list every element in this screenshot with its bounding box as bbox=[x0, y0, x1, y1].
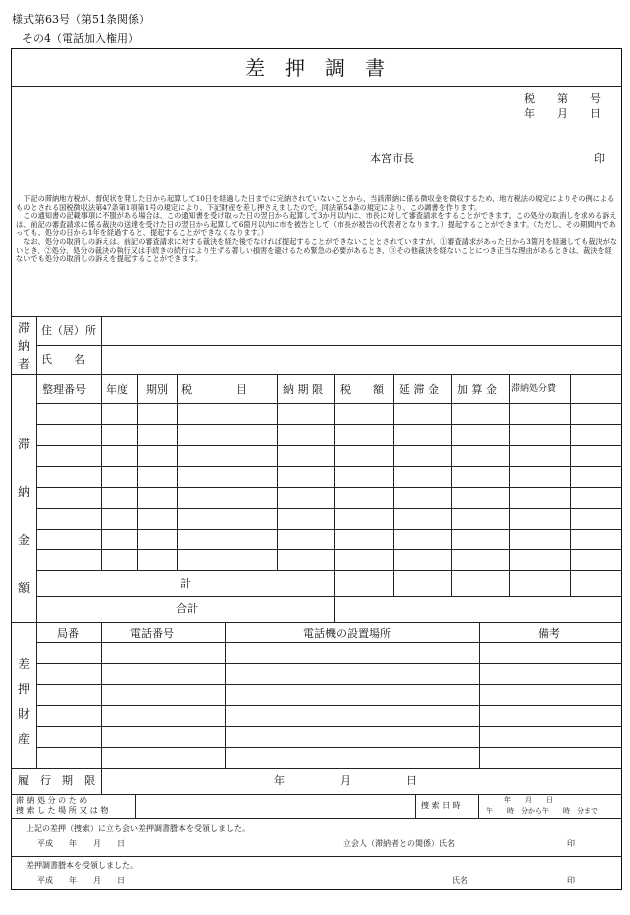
search-time: 午 時 分から午 時 分まで bbox=[486, 807, 598, 815]
subtotal-label: 計 bbox=[180, 577, 191, 590]
receipt-date: 平成 年 月 日 bbox=[37, 876, 125, 885]
notice-text bbox=[16, 195, 618, 264]
notice-p2: この通知書の記載事項に不服がある場合は、この通知書を受け取った日の翌日から起算して3か月以内に、市長に対して審査請求をすることができます。この処分の取消しを求める訴えは、前記の審査請求に係る裁決の送達を受けた日の翌日から起算して6箇月以内に市を被告として（市長が被告の代表者となります。）提起することができます。（ただし、その期間内であっても、処分の日から1年を経過すると、提起することができなくなります。） bbox=[16, 211, 617, 238]
col-ref-number: 整理番号 bbox=[42, 383, 86, 396]
total-label: 合計 bbox=[176, 602, 198, 615]
mayor-name: 本宮市長 bbox=[370, 152, 414, 165]
col-year: 年度 bbox=[106, 383, 128, 396]
notice-p1: 下記の滞納地方税が、督促状を発した日から起算して10日を経過した日までに完納されていないことから、当該滞納に係る徴収金を徴収するため、地方税法の規定によりその例によるものとされる国税徴収法第47条第1項第1号の規定により、下記財産を差し押さえましたので、同法第54条の規定により、この調書を作ります。 bbox=[16, 194, 615, 212]
search-label-2: 捜 索 し た 場 所 又 は 物 bbox=[16, 806, 109, 815]
taxpayer-side-label: 滞 納 者 bbox=[17, 321, 30, 371]
document-title: 差 押 調 書 bbox=[245, 56, 385, 80]
doc-date: 年 月 日 bbox=[524, 107, 601, 120]
receipt-person: 氏名 bbox=[452, 876, 468, 885]
col-period: 期別 bbox=[146, 383, 168, 396]
form-number: 様式第63号（第51条関係） bbox=[12, 13, 150, 26]
receipt-seal: 印 bbox=[567, 876, 575, 885]
col-due-date: 納 期 限 bbox=[283, 383, 323, 396]
col-additional: 加 算 金 bbox=[457, 383, 497, 396]
col-tax-amount: 税 額 bbox=[340, 383, 384, 396]
receipt-text: 差押調書謄本を受領しました。 bbox=[26, 861, 138, 870]
amounts-side-label: 滞 納 金 額 bbox=[17, 437, 30, 595]
col-phone-number: 電話番号 bbox=[130, 627, 174, 640]
address-label: 住（居）所 bbox=[41, 324, 96, 337]
search-datetime-label: 捜 索 日 時 bbox=[421, 801, 461, 810]
form-subtitle: その4（電話加入権用） bbox=[22, 32, 139, 45]
col-exchange: 局番 bbox=[57, 627, 79, 640]
doc-number: 税 第 号 bbox=[524, 92, 601, 105]
seized-side-label: 差 押 財 産 bbox=[17, 657, 30, 746]
search-date: 年 月 日 bbox=[504, 796, 553, 804]
form-frame bbox=[11, 48, 622, 890]
witness-date: 平成 年 月 日 bbox=[37, 839, 125, 848]
mayor-seal: 印 bbox=[594, 152, 605, 165]
col-tax-item: 税 目 bbox=[181, 383, 247, 396]
deadline-date: 年 月 日 bbox=[274, 774, 417, 787]
witness-person: 立会人（滞納者との関係）氏名 bbox=[343, 839, 455, 848]
deadline-label: 履 行 期 限 bbox=[18, 774, 95, 787]
col-disposal-cost: 滞納処分費 bbox=[511, 384, 557, 394]
search-label-1: 滞 納 処 分 の た め bbox=[16, 796, 88, 805]
col-late-fee: 延 滞 金 bbox=[399, 383, 439, 396]
col-install-location: 電話機の設置場所 bbox=[303, 627, 391, 640]
witness-seal: 印 bbox=[567, 839, 575, 848]
witness-text: 上記の差押（捜索）に立ち会い差押調書謄本を受領しました。 bbox=[26, 824, 250, 833]
notice-p3: なお、処分の取消しの訴えは、前記の審査請求に対する裁決を経た後でなければ提起することができないこととされていますが、①審査請求があった日から3箇月を経過しても裁決がないとき、②処分、処分の裁決の執行又は手続きの続行により生ずる著しい損害を避けるため緊急の必要があるとき、③その他裁決を経ないことにつき正当な理由があるときは、裁決を経ないでも処分の取消しの訴えを提起することができます。 bbox=[16, 236, 618, 264]
col-remarks: 備考 bbox=[538, 627, 560, 640]
name-label: 氏 名 bbox=[41, 353, 85, 366]
